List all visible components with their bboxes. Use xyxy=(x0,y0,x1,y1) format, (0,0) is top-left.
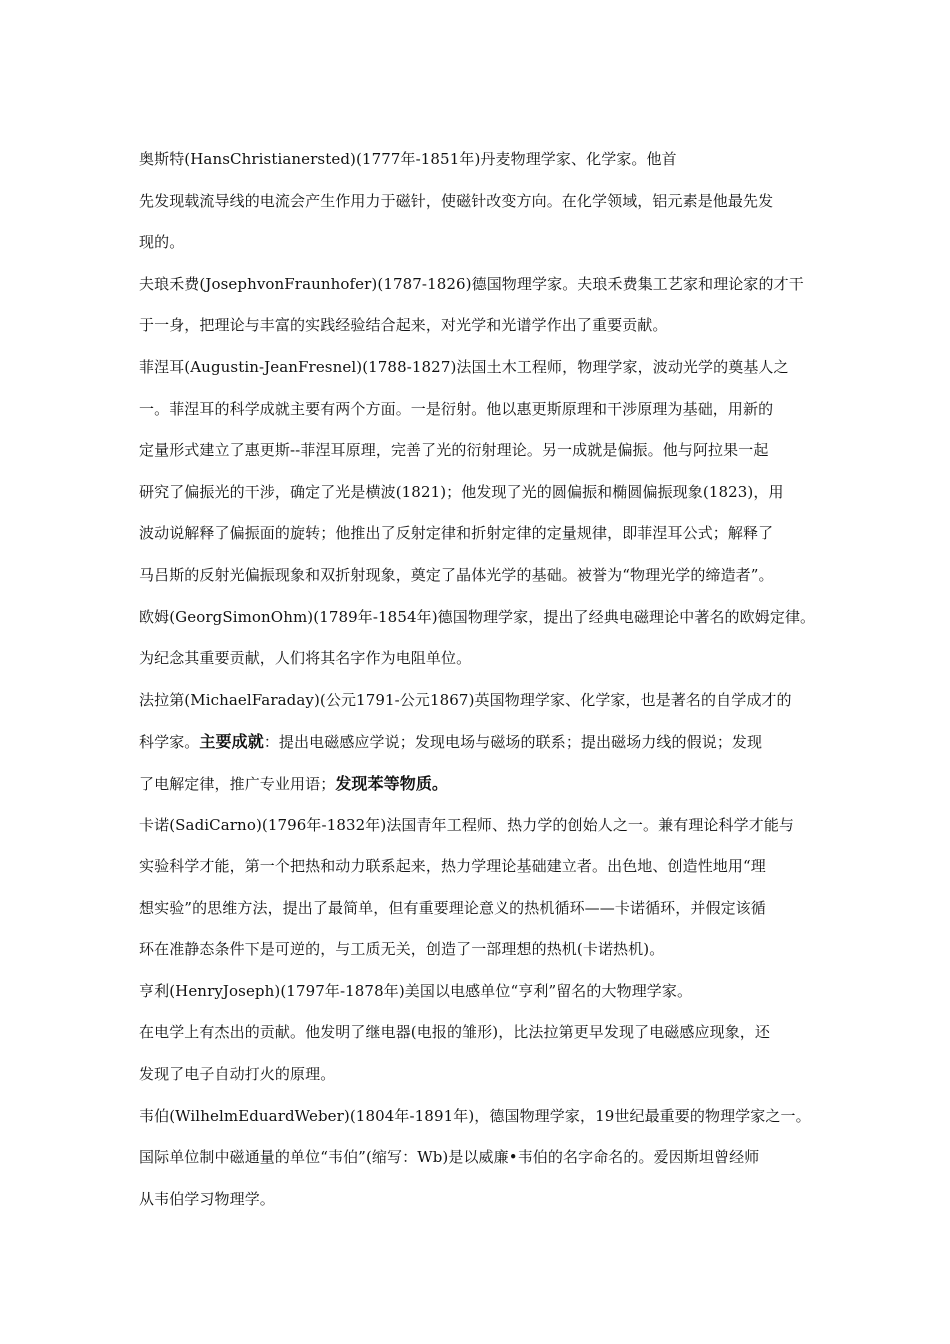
text-line: 于一身，把理论与丰富的实践经验结合起来，对光学和光谱学作出了重要贡献。 xyxy=(139,316,668,335)
bold-text: 发现苯等物质。 xyxy=(335,773,449,793)
text-line: 一。菲涅耳的科学成就主要有两个方面。一是衍射。他以惠更斯原理和干涉原理为基础，用新的 xyxy=(139,399,774,418)
bold-text: 主要成就 xyxy=(199,732,264,752)
text-line: 想实验”的思维方法，提出了最简单，但有重要理论意义的热机循环——卡诺循环，并假定该循 xyxy=(139,898,766,917)
text-line: 波动说解释了偏振面的旋转；他推出了反射定律和折射定律的定量规律，即菲涅耳公式；解释了 xyxy=(139,524,774,543)
text-line: 实验科学才能，第一个把热和动力联系起来，热力学理论基础建立者。出色地、创造性地用“理 xyxy=(139,857,766,876)
text-line: 研究了偏振光的干涉，确定了光是横波(1821)；他发现了光的圆偏振和椭圆偏振现象(1823)，用 xyxy=(139,482,784,501)
text-line: 从韦伯学习物理学。 xyxy=(139,1189,275,1208)
text-line: 发现了电子自动打火的原理。 xyxy=(139,1065,336,1084)
text-line: 国际单位制中磁通量的单位“韦伯”(缩写：Wb)是以威廉•韦伯的名字命名的。爱因斯坦曾经师 xyxy=(139,1148,760,1167)
text-line-mixed xyxy=(139,721,819,763)
text-line: 环在准静态条件下是可逆的，与工质无关，创造了一部理想的热机(卡诺热机)。 xyxy=(139,940,665,959)
text-line: 亨利(HenryJoseph)(1797年-1878年)美国以电感单位“亨利”留名的大物理学家。 xyxy=(139,981,693,1000)
text-line: 欧姆(GeorgSimonOhm)(1789年-1854年)德国物理学家，提出了经典电磁理论中著名的欧姆定律。 xyxy=(139,607,816,626)
text-line: 韦伯(WilhelmEduardWeber)(1804年-1891年)，德国物理学家，19世纪最重要的物理学家之一。 xyxy=(139,1106,811,1125)
text-line: 在电学上有杰出的贡献。他发明了继电器(电报的雏形)，比法拉第更早发现了电磁感应现象，还 xyxy=(139,1023,771,1042)
text-line: 菲涅耳(Augustin-JeanFresnel)(1788-1827)法国土木工程师，物理学家，波动光学的奠基人之 xyxy=(139,357,789,376)
text-line: 夫琅禾费(JosephvonFraunhofer)(1787-1826)德国物理学家。夫琅禾费集工艺家和理论家的才干 xyxy=(139,274,804,293)
text-line: 卡诺(SadiCarno)(1796年-1832年)法国青年工程师、热力学的创始人之一。兼有理论科学才能与 xyxy=(139,815,795,834)
line-text: 科学家。 xyxy=(139,733,200,752)
text-line: 先发现载流导线的电流会产生作用力于磁针，使磁针改变方向。在化学领域，铝元素是他最先发 xyxy=(139,191,774,210)
line-text: 了电解定律，推广专业用语； xyxy=(139,774,336,793)
text-line: 法拉第(MichaelFaraday)(公元1791-公元1867)英国物理学家、化学家，也是著名的自学成才的 xyxy=(139,690,792,709)
text-line: 马吕斯的反射光偏振现象和双折射现象，奠定了晶体光学的基础。被誉为“物理光学的缔造者”。 xyxy=(139,565,774,584)
text-line-mixed xyxy=(139,763,819,805)
document-body xyxy=(139,139,819,1220)
line-text: ：提出电磁感应学说；发现电场与磁场的联系；提出磁场力线的假说；发现 xyxy=(263,733,763,752)
text-line: 定量形式建立了惠更斯--菲涅耳原理，完善了光的衍射理论。另一成就是偏振。他与阿拉果一起 xyxy=(139,441,769,460)
text-line: 为纪念其重要贡献，人们将其名字作为电阻单位。 xyxy=(139,649,472,668)
text-line: 奥斯特(HansChristianersted)(1777年-1851年)丹麦物理学家、化学家。他首 xyxy=(139,150,677,168)
text-line: 现的。 xyxy=(139,233,185,252)
